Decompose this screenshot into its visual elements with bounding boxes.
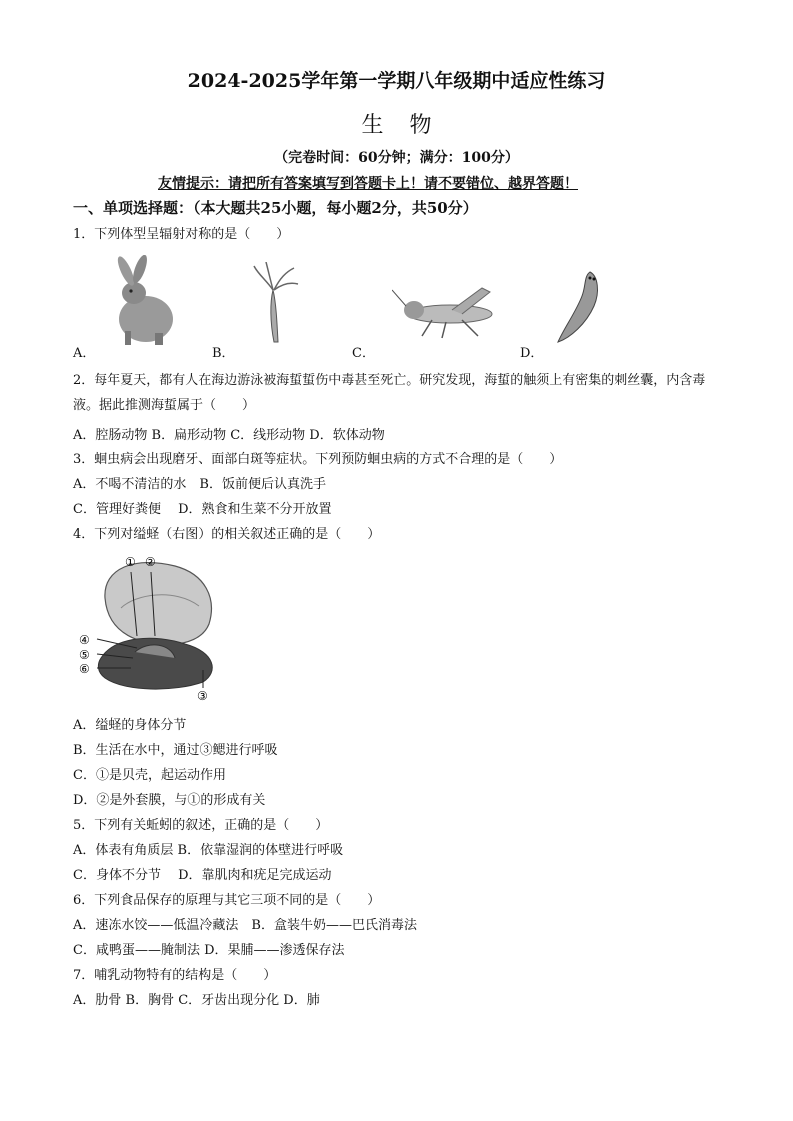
q3-options-row2: C．管理好粪便 D．熟食和生菜不分开放置 [73, 502, 332, 517]
q4-option-c: C．①是贝壳，起运动作用 [73, 768, 226, 783]
subject-title: 生物 [361, 113, 458, 138]
q6-stem: 6．下列食品保存的原理与其它三项不同的是（ ） [73, 893, 381, 908]
q6-options-row1: A．速冻水饺——低温冷藏法 B．盒装牛奶——巴氏消毒法 [73, 918, 417, 933]
friendly-tip: 友情提示：请把所有答案填写到答题卡上！请不要错位、越界答题！ [158, 176, 578, 192]
q6-options-row2: C．咸鸭蛋——腌制法 D．果脯——渗透保存法 [73, 943, 345, 958]
mark-1: ① [125, 555, 136, 569]
q5-options-row1: A．体表有角质层 B．依靠湿润的体壁进行呼吸 [73, 843, 344, 858]
q3-stem: 3．蛔虫病会出现磨牙、面部白斑等症状。下列预防蛔虫病的方式不合理的是（ ） [73, 452, 563, 467]
mark-4: ④ [79, 633, 90, 647]
q3-options-row1: A．不喝不清洁的水 B．饭前便后认真洗手 [73, 477, 326, 492]
page-title: 2024-2025学年第一学期八年级期中适应性练习 [187, 70, 606, 92]
q5-options-row2: C．身体不分节 D．靠肌肉和疣足完成运动 [73, 868, 332, 883]
exam-meta: （完卷时间：60分钟；满分：100分） [274, 150, 519, 166]
q7-stem: 7．哺乳动物特有的结构是（ ） [73, 968, 277, 983]
mark-6: ⑥ [79, 662, 90, 676]
section-heading: 一、单项选择题：（本大题共25小题，每小题2分，共50分） [73, 199, 478, 217]
planarian-image [550, 266, 610, 346]
grasshopper-image [392, 280, 502, 340]
q4-option-a: A．缢蛏的身体分节 [73, 718, 187, 733]
q1-label-c: C． [352, 346, 375, 361]
q4-stem: 4．下列对缢蛏（右图）的相关叙述正确的是（ ） [73, 527, 381, 542]
q1-label-a: A． [73, 346, 96, 361]
q5-stem: 5．下列有关蚯蚓的叙述，正确的是（ ） [73, 818, 329, 833]
q1-stem: 1．下列体型呈辐射对称的是（ ） [73, 227, 290, 242]
q1-label-b: B． [212, 346, 235, 361]
q4-option-d: D．②是外套膜，与①的形成有关 [73, 793, 266, 808]
rabbit-image [100, 255, 180, 347]
razor-clam-diagram [75, 548, 225, 703]
q4-option-b: B．生活在水中，通过③鳃进行呼吸 [73, 743, 278, 758]
mark-5: ⑤ [79, 648, 90, 662]
mark-3: ③ [197, 689, 208, 703]
q7-options: A．肋骨 B．胸骨 C．牙齿出现分化 D．肺 [73, 993, 320, 1008]
q2-stem: 2．每年夏天，都有人在海边游泳被海蜇蜇伤中毒甚至死亡。研究发现，海蜇的触须上有密集的刺丝囊，内含毒液。据此推测海蜇属于（ ） [73, 373, 706, 413]
q2-options: A．腔肠动物 B．扁形动物 C．线形动物 D．软体动物 [73, 428, 385, 443]
hydra-image [250, 262, 300, 347]
q1-label-d: D． [520, 346, 544, 361]
mark-2: ② [145, 555, 156, 569]
